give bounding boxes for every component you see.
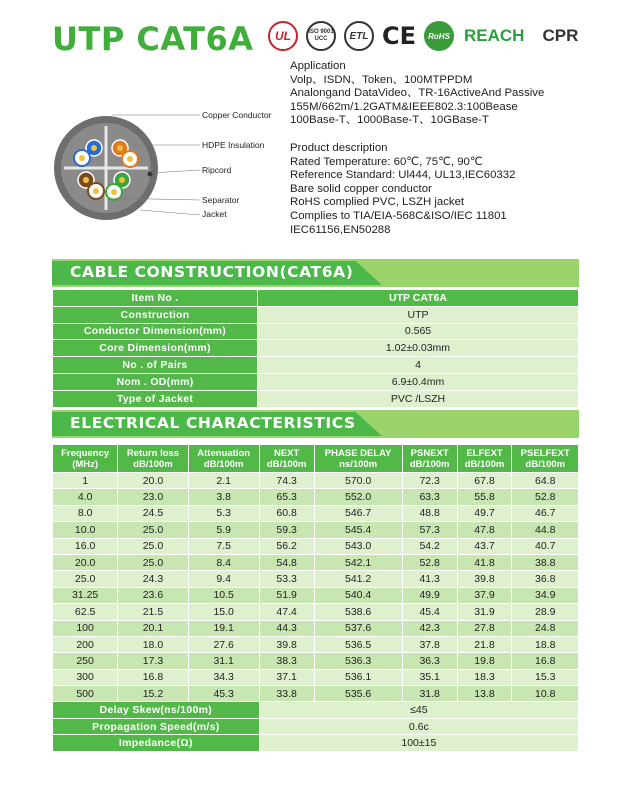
table-cell: 10.8 [512,686,579,702]
etl-logo-icon: ETL [344,21,374,51]
construction-label: Construction [53,306,258,323]
application-line: 100Base-T、1000Base-T、10GBase-T [290,114,489,127]
table-cell: 43.7 [457,538,512,554]
column-header-unit: dB/100m [203,458,244,470]
table-cell: 543.0 [314,538,402,554]
construction-label: No . of Pairs [53,357,258,374]
callout-separator: Separator [202,195,240,205]
construction-section-header [52,259,579,287]
table-cell: 2.1 [188,473,259,489]
table-cell: 65.3 [259,489,314,505]
table-cell: 28.9 [512,604,579,620]
table-cell: 23.0 [118,489,188,505]
table-cell: 51.9 [259,587,314,603]
table-cell: 25.0 [53,571,118,587]
column-header-unit: dB/100m [133,458,173,470]
product-description-block [290,142,515,237]
electrical-table [52,444,579,752]
table-row [53,357,579,374]
certification-logos [268,18,578,54]
ul-logo-icon: UL [268,21,298,51]
product-line: Rated Temperature: 60℃, 75℃, 90℃ [290,155,483,168]
ce-logo-icon: CE [382,22,417,50]
column-header-unit: ns/100m [339,458,378,470]
construction-label: Core Dimension(mm) [53,340,258,357]
table-cell: 24.5 [118,505,188,521]
table-cell: 1 [53,473,118,489]
column-header [402,445,457,473]
application-line: Analongand DataVideo、TR-16ActiveAnd Passive [290,87,545,100]
table-cell: 23.6 [118,587,188,603]
table-cell: 536.5 [314,636,402,652]
rohs-logo-icon: RoHS [424,21,454,51]
callout-jacket: Jacket [202,209,227,219]
table-cell: 13.8 [457,686,512,702]
table-cell: 25.0 [118,554,188,570]
table-cell: 500 [53,686,118,702]
construction-value: UTP CAT6A [258,290,579,307]
table-cell: 34.9 [512,587,579,603]
table-cell: 7.5 [188,538,259,554]
table-cell: 200 [53,636,118,652]
table-cell: 41.3 [402,571,457,587]
column-header [512,445,579,473]
table-cell: 54.8 [259,554,314,570]
table-cell: 21.5 [118,604,188,620]
table-cell: 38.3 [259,653,314,669]
table-cell: 49.7 [457,505,512,521]
table-cell: 16.8 [512,653,579,669]
table-cell: 15.0 [188,604,259,620]
table-cell: 9.4 [188,571,259,587]
electrical-section-title: ELECTRICAL CHARACTERISTICS [70,414,356,432]
table-cell: 37.9 [457,587,512,603]
construction-value: 0.565 [258,323,579,340]
table-cell: 27.8 [457,620,512,636]
table-cell: 37.1 [259,669,314,685]
column-header-name: PHASE DELAY [324,447,392,459]
table-cell: 31.1 [188,653,259,669]
table-cell: 552.0 [314,489,402,505]
table-cell: 18.0 [118,636,188,652]
table-cell: 19.1 [188,620,259,636]
footer-label: Impedance(Ω) [53,735,260,751]
application-line: Volp、ISDN、Token、100MTPPDM [290,73,473,86]
table-cell: 59.3 [259,522,314,538]
table-cell: 63.3 [402,489,457,505]
table-row [53,604,579,620]
table-cell: 48.8 [402,505,457,521]
callout-ripcord: Ripcord [202,165,232,175]
construction-label: Type of Jacket [53,390,258,407]
reach-logo: REACH [464,26,525,45]
footer-label: Delay Skew(ns/100m) [53,702,260,718]
table-cell: 20.0 [118,473,188,489]
table-cell: 31.25 [53,587,118,603]
table-cell: 535.6 [314,686,402,702]
application-line: 155M/662m/1.2GATM&IEEE802.3:100Bease [290,100,518,113]
table-row [53,473,579,489]
table-cell: 17.3 [118,653,188,669]
table-cell: 15.3 [512,669,579,685]
footer-row [53,702,579,718]
table-cell: 31.8 [402,686,457,702]
table-cell: 55.8 [457,489,512,505]
table-cell: 53.3 [259,571,314,587]
table-row [53,522,579,538]
product-heading: Product description [290,142,388,154]
table-cell: 60.8 [259,505,314,521]
column-header [259,445,314,473]
table-cell: 35.1 [402,669,457,685]
table-cell: 36.8 [512,571,579,587]
table-cell: 38.8 [512,554,579,570]
table-row [53,686,579,702]
iso-logo-icon: ISO 9001 UCC [306,21,336,51]
column-header [118,445,188,473]
table-row [53,554,579,570]
table-cell: 21.8 [457,636,512,652]
table-cell: 52.8 [402,554,457,570]
column-header-unit: dB/100m [409,458,450,470]
column-header-name: Attenuation [197,447,251,459]
footer-value: ≤45 [259,702,578,718]
construction-section-title: CABLE CONSTRUCTION(CAT6A) [70,263,354,281]
footer-value: 0.6c [259,718,578,734]
table-cell: 39.8 [457,571,512,587]
table-cell: 18.3 [457,669,512,685]
table-row [53,290,579,307]
column-header-unit: (MHz) [72,458,99,470]
callout-hdpe-insulation: HDPE Insulation [202,140,265,150]
table-cell: 538.6 [314,604,402,620]
table-cell: 25.0 [118,538,188,554]
table-cell: 41.8 [457,554,512,570]
table-cell: 40.7 [512,538,579,554]
table-cell: 42.3 [402,620,457,636]
table-cell: 540.4 [314,587,402,603]
table-row [53,373,579,390]
table-cell: 250 [53,653,118,669]
table-cell: 3.8 [188,489,259,505]
table-cell: 10.5 [188,587,259,603]
table-cell: 56.2 [259,538,314,554]
column-header [188,445,259,473]
table-row [53,653,579,669]
column-header-name: NEXT [273,447,300,459]
table-cell: 44.3 [259,620,314,636]
table-cell: 44.8 [512,522,579,538]
construction-value: UTP [258,306,579,323]
table-cell: 72.3 [402,473,457,489]
table-cell: 45.4 [402,604,457,620]
application-block [290,60,544,128]
table-row [53,306,579,323]
footer-row [53,718,579,734]
column-header-unit: dB/100m [266,458,307,470]
product-line: Complies to TIA/EIA-568C&ISO/IEC 11801 [290,209,507,222]
table-cell: 67.8 [457,473,512,489]
table-row [53,323,579,340]
table-cell: 49.9 [402,587,457,603]
column-header-name: PSNEXT [410,447,449,459]
application-heading: Application [290,60,346,72]
column-header-name: PSELFEXT [520,447,570,459]
table-row [53,340,579,357]
construction-table [52,289,579,408]
table-cell: 34.3 [188,669,259,685]
table-cell: 546.7 [314,505,402,521]
table-cell: 537.6 [314,620,402,636]
table-cell: 20.1 [118,620,188,636]
table-cell: 74.3 [259,473,314,489]
table-cell: 33.8 [259,686,314,702]
construction-value: 1.02±0.03mm [258,340,579,357]
table-cell: 16.0 [53,538,118,554]
construction-label: Item No . [53,290,258,307]
table-cell: 54.2 [402,538,457,554]
product-line: Reference Standard: Ul444, UL13,IEC60332 [290,169,516,182]
product-line: IEC61156,EN50288 [290,223,391,236]
table-cell: 27.6 [188,636,259,652]
table-cell: 31.9 [457,604,512,620]
table-cell: 100 [53,620,118,636]
table-cell: 57.3 [402,522,457,538]
footer-label: Propagation Speed(m/s) [53,718,260,734]
table-cell: 24.3 [118,571,188,587]
column-header-name: Frequency [61,447,110,459]
cable-cross-section-diagram [40,98,280,238]
product-line: Bare solid copper conductor [290,182,432,195]
table-cell: 25.0 [118,522,188,538]
electrical-section-header [52,410,579,438]
column-header-unit: dB/100m [464,458,505,470]
table-row [53,636,579,652]
table-cell: 19.8 [457,653,512,669]
table-cell: 37.8 [402,636,457,652]
table-cell: 8.0 [53,505,118,521]
cpr-logo: CPR [542,26,579,45]
table-row [53,669,579,685]
table-row [53,390,579,407]
table-cell: 52.8 [512,489,579,505]
table-cell: 36.3 [402,653,457,669]
column-header [314,445,402,473]
table-cell: 570.0 [314,473,402,489]
column-header-name: Return loss [126,447,180,459]
column-header-unit: dB/100m [525,458,566,470]
table-cell: 16.8 [118,669,188,685]
table-cell: 536.3 [314,653,402,669]
column-header [53,445,118,473]
table-row [53,489,579,505]
table-cell: 536.1 [314,669,402,685]
table-row [53,538,579,554]
table-cell: 64.8 [512,473,579,489]
construction-label: Conductor Dimension(mm) [53,323,258,340]
table-cell: 15.2 [118,686,188,702]
table-cell: 542.1 [314,554,402,570]
table-row [53,505,579,521]
table-header-row [53,445,579,473]
table-cell: 545.4 [314,522,402,538]
callout-copper-conductor: Copper Conductor [202,110,272,120]
table-cell: 8.4 [188,554,259,570]
table-cell: 20.0 [53,554,118,570]
page-title: UTP CAT6A [52,20,254,58]
table-row [53,620,579,636]
table-cell: 541.2 [314,571,402,587]
footer-row [53,735,579,751]
column-header-name: ELFEXT [466,447,503,459]
table-cell: 47.4 [259,604,314,620]
construction-value: PVC /LSZH [258,390,579,407]
product-line: RoHS complied PVC, LSZH jacket [290,196,465,209]
table-cell: 5.3 [188,505,259,521]
construction-label: Nom . OD(mm) [53,373,258,390]
table-row [53,571,579,587]
table-cell: 45.3 [188,686,259,702]
table-cell: 24.8 [512,620,579,636]
table-cell: 4.0 [53,489,118,505]
construction-value: 4 [258,357,579,374]
table-cell: 39.8 [259,636,314,652]
table-cell: 10.0 [53,522,118,538]
table-cell: 46.7 [512,505,579,521]
column-header [457,445,512,473]
table-row [53,587,579,603]
construction-value: 6.9±0.4mm [258,373,579,390]
footer-value: 100±15 [259,735,578,751]
table-cell: 18.8 [512,636,579,652]
table-cell: 47.8 [457,522,512,538]
table-cell: 62.5 [53,604,118,620]
table-cell: 5.9 [188,522,259,538]
table-cell: 300 [53,669,118,685]
